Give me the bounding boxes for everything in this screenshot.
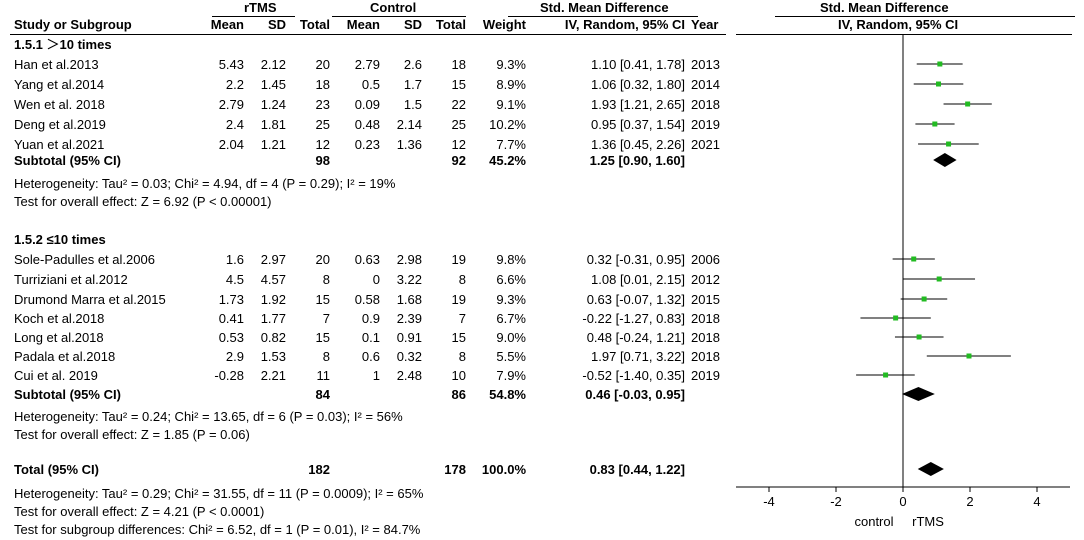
sd-control: 2.6: [403, 57, 422, 72]
plot-title-header: Std. Mean Difference: [820, 0, 949, 15]
sd-rtms: 0.82: [260, 330, 286, 345]
overall-effect-text: Test for overall effect: Z = 6.92 (P < 0.00001): [14, 194, 272, 209]
study-name: Koch et al.2018: [14, 311, 105, 326]
study-name: Padala et al.2018: [14, 349, 116, 364]
group-control-header: Control: [370, 0, 417, 15]
point-estimate: [922, 297, 927, 302]
subtotal-total-rtms: 98: [315, 153, 330, 168]
subgroup-title: 1.5.1 ＞10 times: [14, 37, 112, 52]
total-control: 25: [451, 117, 466, 132]
study-name: Deng et al.2019: [14, 117, 106, 132]
subtotal-label: Subtotal (95% CI): [14, 387, 121, 402]
sd-control: 3.22: [396, 272, 422, 287]
sd2-header: SD: [403, 17, 422, 32]
weight: 9.3%: [496, 57, 526, 72]
smd-ci: 1.36 [0.45, 2.26]: [591, 137, 685, 152]
mean-control: 2.79: [354, 57, 380, 72]
mean-rtms: 2.9: [225, 349, 244, 364]
smd-ci: 1.10 [0.41, 1.78]: [591, 57, 685, 72]
subtotal-ci: 0.46 [-0.03, 0.95]: [585, 387, 685, 402]
sd-rtms: 1.21: [260, 137, 286, 152]
smd-ci: 0.95 [0.37, 1.54]: [591, 117, 685, 132]
weight: 7.9%: [496, 368, 526, 383]
total-control: 10: [451, 368, 466, 383]
sd1-header: SD: [267, 17, 286, 32]
subtotal-weight: 45.2%: [489, 153, 526, 168]
total-control: 8: [458, 272, 466, 287]
sd-control: 2.14: [396, 117, 422, 132]
mean-control: 0.63: [354, 252, 380, 267]
total-control: 15: [451, 330, 466, 345]
weight: 9.3%: [496, 292, 526, 307]
year: 2021: [691, 137, 720, 152]
year: 2018: [691, 311, 720, 326]
total-weight: 100.0%: [481, 462, 526, 477]
point-estimate: [893, 316, 898, 321]
study-name: Turriziani et al.2012: [14, 272, 128, 287]
smd-ci: 0.32 [-0.31, 0.95]: [586, 252, 685, 267]
x-label-control: control: [854, 514, 894, 529]
mean-rtms: 2.2: [225, 77, 244, 92]
subtotal-total-control: 86: [451, 387, 466, 402]
total-label: Total (95% CI): [14, 462, 99, 477]
total-rtms: 20: [315, 57, 330, 72]
sd-rtms: 1.77: [260, 311, 286, 326]
total-rtms: 7: [322, 311, 330, 326]
study-name: Yang et al.2014: [14, 77, 105, 92]
mean-control: 0.09: [354, 97, 380, 112]
point-estimate: [936, 82, 941, 87]
point-estimate: [965, 102, 970, 107]
sd-control: 2.39: [396, 311, 422, 326]
total-rtms: 8: [322, 272, 330, 287]
sd-control: 1.68: [396, 292, 422, 307]
total-control: 8: [458, 349, 466, 364]
year-header: Year: [691, 17, 719, 32]
x-tick-label: -4: [763, 494, 775, 509]
total-rtms: 8: [322, 349, 330, 364]
group-rtms-header: rTMS: [244, 0, 277, 15]
year: 2018: [691, 97, 720, 112]
total-overall-effect-text: Test for overall effect: Z = 4.21 (P < 0.0001): [14, 504, 265, 519]
subgroup-title: 1.5.2 ≤10 times: [14, 232, 106, 247]
x-label-rtms: rTMS: [912, 514, 944, 529]
sd-control: 0.32: [396, 349, 422, 364]
total-rtms: 12: [315, 137, 330, 152]
point-estimate: [937, 62, 942, 67]
total-rtms: 20: [315, 252, 330, 267]
year: 2006: [691, 252, 720, 267]
mean-rtms: 0.41: [218, 311, 244, 326]
mean-control: 1: [372, 368, 380, 383]
sd-control: 2.48: [396, 368, 422, 383]
sd-rtms: 1.81: [260, 117, 286, 132]
weight: 10.2%: [489, 117, 526, 132]
total-control: 22: [451, 97, 466, 112]
smd-ci: 1.08 [0.01, 2.15]: [591, 272, 685, 287]
mean1-header: Mean: [210, 17, 244, 32]
total-rtms: 25: [315, 117, 330, 132]
pooled-diamond: [933, 153, 956, 167]
sd-control: 1.5: [403, 97, 422, 112]
study-name: Drumond Marra et al.2015: [14, 292, 166, 307]
mean-control: 0.58: [354, 292, 380, 307]
year: 2013: [691, 57, 720, 72]
study-name: Yuan et al.2021: [14, 137, 105, 152]
mean-rtms: 2.04: [218, 137, 244, 152]
x-tick-label: 4: [1033, 494, 1041, 509]
mean-control: 0.23: [354, 137, 380, 152]
x-tick-label: 0: [899, 494, 907, 509]
sd-control: 0.91: [396, 330, 422, 345]
mean-rtms: -0.28: [214, 368, 244, 383]
study-header: Study or Subgroup: [14, 17, 132, 32]
mean-rtms: 2.4: [225, 117, 244, 132]
point-estimate: [911, 257, 916, 262]
year: 2014: [691, 77, 720, 92]
total1-header: Total: [299, 17, 330, 32]
subgroup-differences-text: Test for subgroup differences: Chi² = 6.52, df = 1 (P = 0.01), I² = 84.7%: [14, 522, 421, 537]
subtotal-ci: 1.25 [0.90, 1.60]: [589, 153, 685, 168]
point-estimate: [946, 142, 951, 147]
total-rtms: 23: [315, 97, 330, 112]
heterogeneity-text: Heterogeneity: Tau² = 0.24; Chi² = 13.65, df = 6 (P = 0.03); I² = 56%: [14, 409, 403, 424]
mean-rtms: 4.5: [225, 272, 244, 287]
mean-control: 0.6: [361, 349, 380, 364]
weight: 9.8%: [496, 252, 526, 267]
total-rtms: 18: [315, 77, 330, 92]
total-control: 12: [451, 137, 466, 152]
sd-rtms: 2.21: [260, 368, 286, 383]
sd-rtms: 2.97: [260, 252, 286, 267]
total-total-control: 178: [444, 462, 466, 477]
mean-rtms: 1.6: [225, 252, 244, 267]
total2-header: Total: [435, 17, 466, 32]
sd-rtms: 1.24: [260, 97, 286, 112]
smd-ci: 0.48 [-0.24, 1.21]: [586, 330, 685, 345]
smd-ci: -0.22 [-1.27, 0.83]: [582, 311, 685, 326]
overall-effect-text: Test for overall effect: Z = 1.85 (P = 0.06): [14, 427, 250, 442]
pooled-diamond: [918, 462, 944, 476]
weight: 8.9%: [496, 77, 526, 92]
year: 2015: [691, 292, 720, 307]
heterogeneity-text: Heterogeneity: Tau² = 0.03; Chi² = 4.94, df = 4 (P = 0.29); I² = 19%: [14, 176, 396, 191]
mean-rtms: 0.53: [218, 330, 244, 345]
weight: 7.7%: [496, 137, 526, 152]
weight-header: Weight: [482, 17, 526, 32]
weight: 6.7%: [496, 311, 526, 326]
smd-ci: 1.06 [0.32, 1.80]: [591, 77, 685, 92]
total-rtms: 15: [315, 330, 330, 345]
year: 2019: [691, 117, 720, 132]
study-name: Han et al.2013: [14, 57, 99, 72]
study-name: Sole-Padulles et al.2006: [14, 252, 155, 267]
sd-rtms: 1.53: [260, 349, 286, 364]
mean-control: 0.5: [361, 77, 380, 92]
subtotal-weight: 54.8%: [489, 387, 526, 402]
smd-ci: 0.63 [-0.07, 1.32]: [586, 292, 685, 307]
sd-rtms: 4.57: [260, 272, 286, 287]
total-rtms: 15: [315, 292, 330, 307]
point-estimate: [966, 354, 971, 359]
total-total-rtms: 182: [308, 462, 330, 477]
subtotal-total-control: 92: [451, 153, 466, 168]
mean-rtms: 5.43: [218, 57, 244, 72]
method-header: IV, Random, 95% CI: [564, 17, 685, 32]
sd-control: 1.36: [396, 137, 422, 152]
mean-control: 0.48: [354, 117, 380, 132]
study-name: Cui et al. 2019: [14, 368, 98, 383]
sd-rtms: 1.45: [260, 77, 286, 92]
year: 2019: [691, 368, 720, 383]
weight: 9.1%: [496, 97, 526, 112]
year: 2012: [691, 272, 720, 287]
smd-ci: 1.93 [1.21, 2.65]: [591, 97, 685, 112]
weight: 9.0%: [496, 330, 526, 345]
point-estimate: [937, 277, 942, 282]
total-ci: 0.83 [0.44, 1.22]: [589, 462, 685, 477]
total-control: 18: [451, 57, 466, 72]
total-control: 7: [458, 311, 466, 326]
x-tick-label: -2: [830, 494, 842, 509]
mean-control: 0.1: [361, 330, 380, 345]
study-name: Long et al.2018: [14, 330, 104, 345]
subtotal-total-rtms: 84: [315, 387, 330, 402]
mean-rtms: 1.73: [218, 292, 244, 307]
smd-ci: -0.52 [-1.40, 0.35]: [582, 368, 685, 383]
point-estimate: [932, 122, 937, 127]
mean-control: 0: [372, 272, 380, 287]
total-control: 19: [451, 292, 466, 307]
mean2-header: Mean: [346, 17, 380, 32]
sd-rtms: 1.92: [260, 292, 286, 307]
subtotal-label: Subtotal (95% CI): [14, 153, 121, 168]
year: 2018: [691, 330, 720, 345]
sd-control: 1.7: [403, 77, 422, 92]
year: 2018: [691, 349, 720, 364]
weight: 5.5%: [496, 349, 526, 364]
mean-control: 0.9: [361, 311, 380, 326]
mean-rtms: 2.79: [218, 97, 244, 112]
pooled-diamond: [902, 387, 935, 401]
point-estimate: [917, 335, 922, 340]
study-name: Wen et al. 2018: [14, 97, 105, 112]
point-estimate: [883, 373, 888, 378]
total-heterogeneity-text: Heterogeneity: Tau² = 0.29; Chi² = 31.55, df = 11 (P = 0.0009); I² = 65%: [14, 486, 424, 501]
plot-method-header: IV, Random, 95% CI: [838, 17, 959, 32]
total-control: 15: [451, 77, 466, 92]
sd-rtms: 2.12: [260, 57, 286, 72]
total-control: 19: [451, 252, 466, 267]
total-rtms: 11: [316, 368, 330, 383]
weight: 6.6%: [496, 272, 526, 287]
smd-ci: 1.97 [0.71, 3.22]: [591, 349, 685, 364]
smd-title-header: Std. Mean Difference: [540, 0, 669, 15]
sd-control: 2.98: [396, 252, 422, 267]
x-tick-label: 2: [966, 494, 974, 509]
